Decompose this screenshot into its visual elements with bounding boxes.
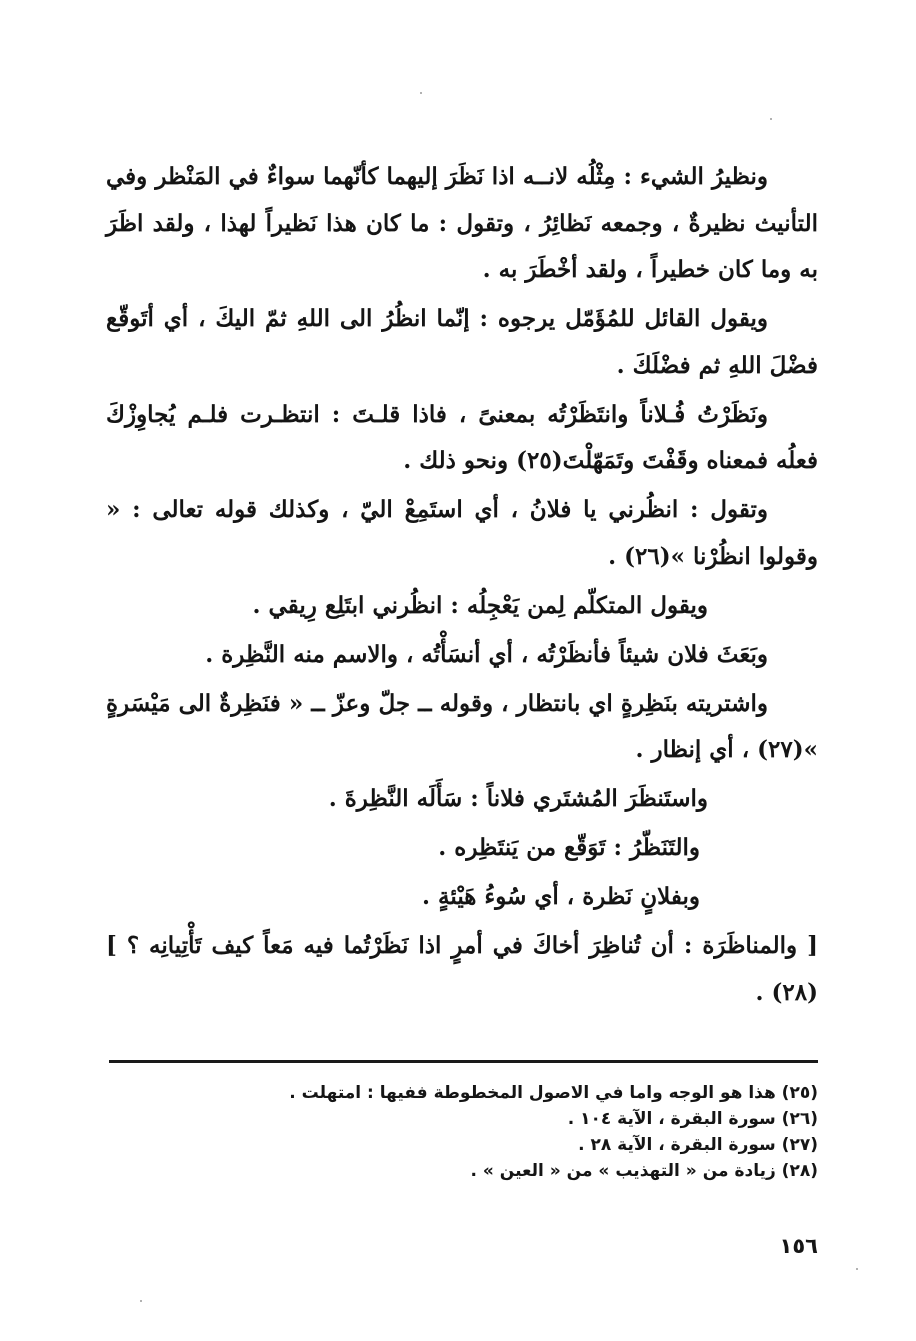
scan-speck (140, 1300, 142, 1302)
paragraph-munazara: [ والمناظَرَة : أن تُناظِرَ أخاكَ في أمرٍ اذا نَظَرْتُما فيه مَعاً كيف تَأْتِيانِه ؟ ](٢٨) . (106, 932, 818, 1006)
paragraph-istanzara: واستَنظَرَ المُشتَري فلاناً : سَأَلَه النَّظِرةَ . (328, 785, 708, 812)
main-text (106, 154, 818, 1019)
paragraph-muammal: ويقول القائل للمُؤَمّل يرجوه : إنّما انظُرُ الى اللهِ ثمّ اليكَ ، أي أتَوقّع فضْلَ اللهِ ثم فضْلَكَ . (106, 305, 818, 379)
paragraph-unzurni: وتقول : انظُرني يا فلانُ ، أي استَمِعْ اليّ ، وكذلك قوله تعالى : « وقولوا انظُرْنا »(٢٦) . (106, 496, 818, 570)
scan-speck (420, 92, 422, 94)
footnote-27: (٢٧) سورة البقرة ، الآية ٢٨ . (578, 1135, 818, 1155)
paragraph-nazir: ونظيرُ الشيء : مِثْلُه لانــه اذا نَظَرَ إليهما كأنّهما سواءٌ في المَنْظر وفي التأنيث نظيرةٌ ، وجمعه نَظائِرُ ، وتقول : ما كان هذا نَظيراً لهذا ، ولقد اظَرَ به وما كان خطيراً ، ولقد أخْطَرَ به . (106, 163, 818, 283)
footnote-divider (109, 1060, 818, 1063)
paragraph-nazira-name: وبَعَثَ فلان شيئاً فأنظَرْتُه ، أي أنسَأْتُه ، والاسم منه النَّظِرة . (205, 640, 768, 668)
footnote-26: (٢٦) سورة البقرة ، الآية ١٠٤ . (567, 1109, 818, 1129)
paragraph-nazra: وبفلانٍ نَظرة ، أي سُوءُ هَيْئةٍ . (422, 883, 700, 910)
footnotes (200, 1080, 818, 1184)
scan-speck (856, 1268, 858, 1270)
scan-speck (770, 118, 772, 120)
paragraph-intazartu: ونَظَرْتُ فُـلاناً وانتَظَرْتُه بمعنىً ، فاذا قلـتَ : انتظـرت فلـم يُجاوِزْكَ فعلُه فمعناه وقَفْتَ وتَمَهّلْتَ(٢٥) ونحو ذلك . (106, 400, 818, 474)
footnote-28: (٢٨) زيادة من « التهذيب » من « العين » . (470, 1161, 818, 1181)
paragraph-mutakallim: ويقول المتكلّم لِمن يَعْجِلُه : انظُرني ابتَلِع رِيقي . (252, 591, 708, 619)
paragraph-tanazzur: والتَنَظّرُ : تَوَقّع من يَنتَظِره . (438, 834, 700, 861)
footnote-25: (٢٥) هذا هو الوجه واما في الاصول المخطوطة ففيها : امتهلت . (289, 1083, 818, 1103)
paragraph-bi-nazira: واشتريته بنَظِرةٍ اي بانتظار ، وقوله ــ جلّ وعزّ ــ « فنَظِرةٌ الى مَيْسَرةٍ »(٢٧) ، أي إنظار . (106, 689, 818, 763)
page-number: ١٥٦ (779, 1234, 818, 1258)
